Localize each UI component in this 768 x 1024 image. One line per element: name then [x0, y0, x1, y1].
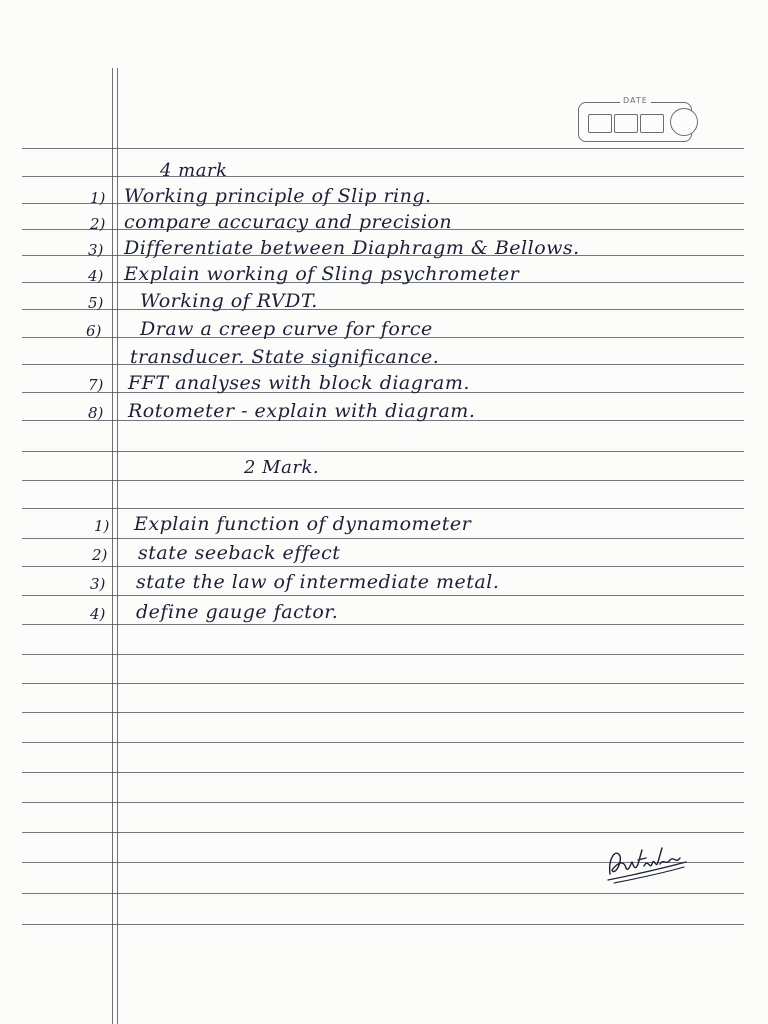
ruled-line — [22, 566, 744, 567]
list-item-number: 5) — [88, 294, 104, 312]
ruled-line — [22, 508, 744, 509]
ruled-line — [22, 148, 744, 149]
list-item-text: Explain working of Sling psychrometer — [124, 263, 520, 285]
margin-line — [117, 68, 118, 1024]
list-item-number: 8) — [88, 404, 104, 422]
list-item-text: FFT analyses with block diagram. — [128, 372, 470, 394]
four-mark-heading: 4 mark — [160, 160, 228, 181]
ruled-line — [22, 480, 744, 481]
list-item-number: 2) — [92, 546, 108, 564]
list-item-text: Draw a creep curve for force — [140, 318, 433, 340]
list-item-number: 1) — [90, 189, 106, 207]
list-item-number: 1) — [94, 517, 110, 535]
list-item-number: 6) — [86, 322, 102, 340]
ruled-line — [22, 742, 744, 743]
list-item-text: state seeback effect — [138, 542, 341, 564]
list-item-text: Differentiate between Diaphragm & Bellows. — [124, 237, 580, 259]
ruled-line — [22, 712, 744, 713]
list-item-text: Working of RVDT. — [140, 290, 318, 312]
ruled-line — [22, 802, 744, 803]
list-item-number: 3) — [88, 241, 104, 259]
list-item-number: 7) — [88, 376, 104, 394]
ruled-line — [22, 451, 744, 452]
list-item-text: Working principle of Slip ring. — [124, 185, 432, 207]
date-cell — [640, 114, 664, 133]
list-item-text: state the law of intermediate metal. — [136, 571, 500, 593]
ruled-line — [22, 624, 744, 625]
list-item-number: 2) — [90, 215, 106, 233]
ruled-line — [22, 772, 744, 773]
date-circle — [670, 108, 698, 136]
list-item-text: Explain function of dynamometer — [134, 513, 472, 535]
ruled-line — [22, 893, 744, 894]
ruled-line — [22, 832, 744, 833]
ruled-line — [22, 924, 744, 925]
signature-image — [604, 836, 690, 886]
date-box — [578, 98, 698, 144]
list-item-text: transducer. State significance. — [130, 346, 440, 368]
date-cell — [614, 114, 638, 133]
list-item-text: define gauge factor. — [136, 601, 339, 623]
list-item-number: 4) — [90, 605, 106, 623]
list-item-text: Rotometer - explain with diagram. — [128, 400, 476, 422]
date-cell — [588, 114, 612, 133]
ruled-line — [22, 309, 744, 310]
margin-line — [112, 68, 113, 1024]
ruled-line — [22, 683, 744, 684]
list-item-number: 3) — [90, 575, 106, 593]
ruled-line — [22, 595, 744, 596]
list-item-text: compare accuracy and precision — [124, 211, 453, 233]
ruled-line — [22, 176, 744, 177]
ruled-line — [22, 538, 744, 539]
date-label: DATE — [620, 96, 651, 105]
list-item-number: 4) — [88, 267, 104, 285]
two-mark-heading: 2 Mark. — [244, 457, 320, 478]
ruled-line — [22, 654, 744, 655]
